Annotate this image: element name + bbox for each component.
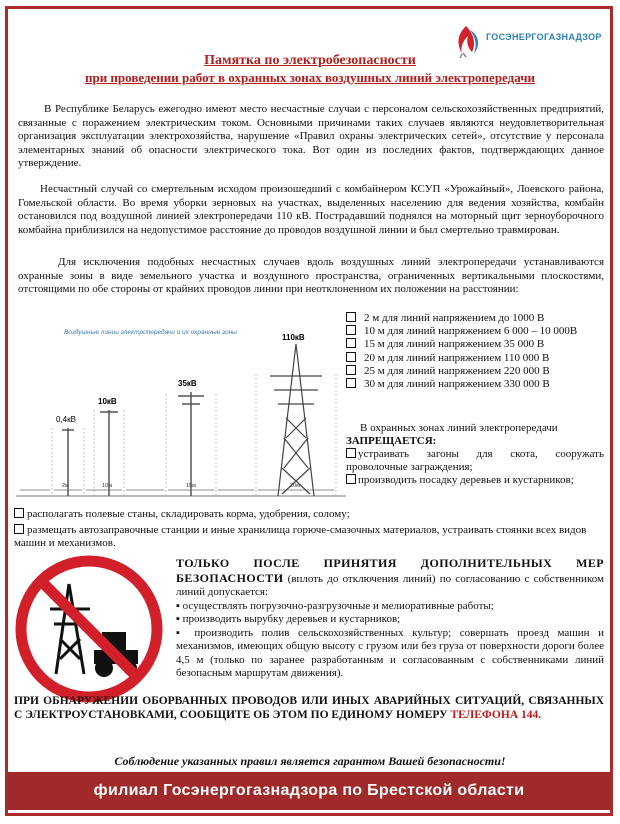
emergency-text: ПРИ ОБНАРУЖЕНИИ ОБОРВАННЫХ ПРОВОДОВ ИЛИ ИНЫХ АВАРИЙНЫХ СИТУАЦИЙ, СВЯЗАННЫХ С ЭЛЕКТРОУСТАНОВКАМИ, СООБЩИТЕ ОБ ЭТОМ ПО ЕДИНОМУ НОМЕРУ [14, 695, 604, 721]
distance-item: 10 м для линий напряжением 6 000 – 10 000В [346, 325, 606, 338]
checkbox-icon [346, 378, 356, 388]
permission-item: ▪ производить полив сельскохозяйственных культур; совершать проезд машин и механизмов, имеющих общую высоту с грузом или без груза от поверхности дороги более 4,5 м (только по заранее разработанным и согласованным с собственниками линий безопасным маршрутам движения). [176, 627, 604, 681]
forbidden-item: устраивать загоны для скота, сооружать проволочные заграждения; [346, 448, 604, 473]
paragraph-intro: В Республике Беларусь ежегодно имеют место несчастные случаи с персоналом сельскохозяйственных предприятий, связанные с поражением электрическим током. Основными причинами таких случаев являются неудовлетворительная организация эксплуатации электрохозяйства, нарушение «Правил охраны электрических сетей», отсутствие у персонала элементарных знаний об опасности электрического тока. Вот один из последних фактов, подтверждающих данное утверждение. [18, 103, 604, 169]
forbidden-section [346, 422, 604, 487]
distance-list [346, 312, 606, 391]
checkbox-icon [346, 312, 356, 322]
emergency-notice [14, 695, 604, 722]
conditional-tail: (вплоть до отключения линий) по согласованию с собственником линий допускается: [176, 572, 604, 598]
permission-item: ▪ производить вырубку деревьев и кустарников; [176, 613, 604, 627]
checkbox-icon [14, 508, 24, 518]
page-subtitle: при проведении работ в охранных зонах воздушных линий электропередачи [84, 70, 536, 85]
distance-item: 20 м для линий напряжением 110 000 В [346, 352, 606, 365]
distance-item: 15 м для линий напряжением 35 000 В [346, 338, 606, 351]
zone-label-04kv: 2м [62, 483, 69, 489]
conditional-permissions [176, 557, 604, 681]
emergency-phone: ТЕЛЕФОНА 144. [450, 708, 542, 721]
paragraph-accident: Несчастный случай со смертельным исходом произошедший с комбайнером КСУП «Урожайный», Лоевского района, Гомельской области. Во время уборки зерновых на участках, выделенных населению для ведения хозяйства, комбайн остановился под воздушной линией электропередачи 110 кВ. Пострадавший поднялся на моторный щит зерноуборочного комбайна приблизился на недопустимое расстояние до проводов воздушной линии и был смертельно травмирован. [18, 183, 604, 236]
prohibition-sign-icon [14, 554, 164, 704]
distance-item: 25 м для линий напряжением 220 000 В [346, 365, 606, 378]
tower-label-35kv: 35кВ [178, 379, 197, 388]
forbidden-item: располагать полевые станы, складировать корма, удобрения, солому; [14, 508, 606, 521]
protection-zones-diagram [16, 318, 346, 506]
checkbox-icon [346, 352, 356, 362]
logo [450, 24, 610, 54]
distance-item: 30 м для линий напряжением 330 000 В [346, 378, 606, 391]
conditional-heading: ТОЛЬКО ПОСЛЕ ПРИНЯТИЯ ДОПОЛНИТЕЛЬНЫХ МЕР БЕЗОПАСНОСТИ [176, 556, 604, 585]
tower-label-110kv: 110кВ [282, 333, 305, 342]
pole-35kv [178, 392, 204, 496]
checkbox-icon [346, 325, 356, 335]
tower-label-10kv: 10кВ [98, 397, 117, 406]
page-title: Памятка по электробезопасности [204, 53, 416, 68]
checkbox-icon [14, 524, 24, 534]
footer-banner: филиал Госэнергогазнадзора по Брестской области [8, 772, 610, 810]
checkbox-icon [346, 474, 356, 484]
zone-label-110kv: 20м [290, 483, 300, 489]
tower-label-04kv: 0,4кВ [56, 415, 76, 424]
forbidden-item: производить посадку деревьев и кустарников; [346, 474, 604, 487]
zone-label-10kv: 10м [102, 483, 112, 489]
brand-name: ГОСЭНЕРГОГАЗНАДЗОР [486, 32, 602, 42]
paragraph-zones: Для исключения подобных несчастных случаев вдоль воздушных линий электропередачи устанавливаются охранные зоны в виде земельного участка и воздушного пространства, ограниченных вертикальными плоскостями, отстоящими по обе стороны от крайних проводов линии при неотклоненном их положении на расстоянии: [18, 256, 604, 295]
checkbox-icon [346, 448, 356, 458]
distance-item: 2 м для линий напряжением до 1000 В [346, 312, 606, 325]
checkbox-icon [346, 338, 356, 348]
zone-label-35kv: 15м [186, 483, 196, 489]
tower-110kv [270, 344, 322, 496]
safety-slogan: Соблюдение указанных правил является гарантом Вашей безопасности! [114, 754, 506, 768]
forbidden-intro: В охранных зонах линий электропередачи [360, 422, 558, 434]
checkbox-icon [346, 365, 356, 375]
diagram-caption: Воздушные линии электропередачи и их охранные зоны [64, 329, 237, 336]
forbidden-item: размещать автозаправочные станции и иные хранилища горюче-смазочных материалов, устраивать стоянки всех видов машин и механизмов. [14, 524, 587, 549]
permission-item: ▪ осуществлять погрузочно-разгрузочные и мелиоративные работы; [176, 600, 604, 614]
forbidden-heading: ЗАПРЕЩАЕТСЯ: [346, 435, 437, 447]
